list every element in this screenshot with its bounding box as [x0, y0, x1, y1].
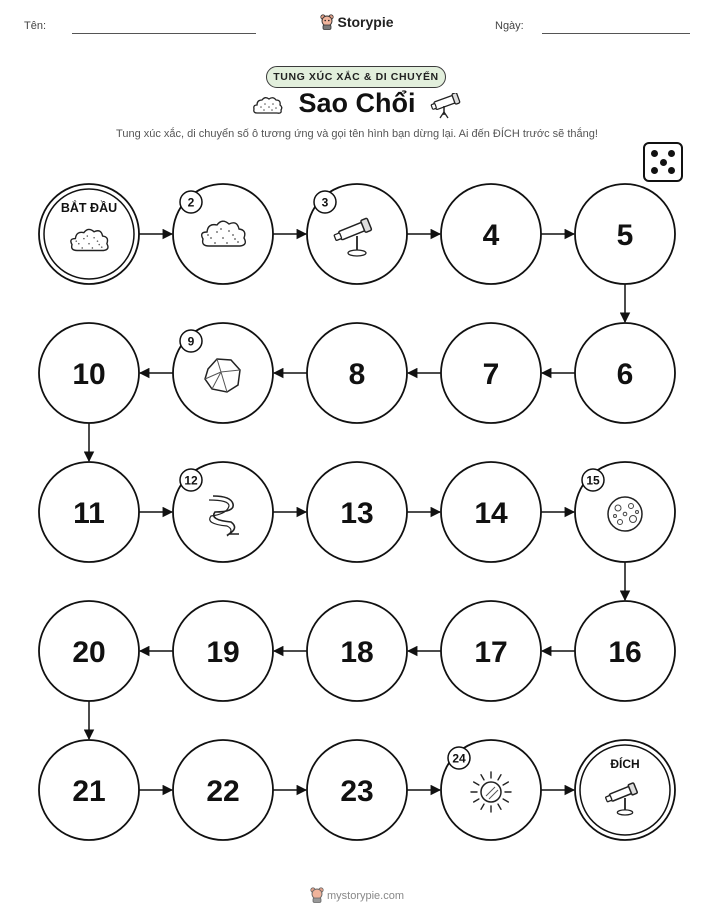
space-number: 6: [616, 358, 634, 391]
date-label: Ngày:: [495, 20, 524, 32]
space-badge-number: 12: [184, 473, 198, 488]
moon-icon: [608, 497, 642, 531]
board-space-23[interactable]: [307, 740, 407, 840]
board-space-24[interactable]: [441, 740, 541, 840]
board-space-2[interactable]: [173, 184, 273, 284]
space-number: 19: [206, 636, 240, 669]
board-space-4[interactable]: [441, 184, 541, 284]
footer: [0, 887, 714, 906]
space-badge-number: 9: [187, 334, 195, 349]
board-space-6[interactable]: [575, 323, 675, 423]
space-number: 11: [73, 497, 105, 530]
board-space-22[interactable]: [173, 740, 273, 840]
game-type-pill: TUNG XÚC XẮC & DI CHUYỂN: [266, 66, 446, 88]
board-space-8[interactable]: [307, 323, 407, 423]
board-space-15[interactable]: [575, 462, 675, 562]
name-label: Tên:: [24, 20, 47, 32]
bear-mascot-icon: [310, 887, 324, 906]
board-space-9[interactable]: [173, 323, 273, 423]
space-number: 13: [340, 497, 374, 530]
finish-space[interactable]: [575, 740, 675, 840]
space-number: 14: [474, 497, 508, 530]
space-number: 10: [72, 358, 106, 391]
brand-name: Storypie: [337, 14, 394, 30]
board-space-3[interactable]: [307, 184, 407, 284]
footer-site: mystorypie.com: [326, 890, 405, 902]
board-space-7[interactable]: [441, 323, 541, 423]
board-space-14[interactable]: [441, 462, 541, 562]
space-badge-number: 2: [187, 195, 195, 210]
space-number: 18: [340, 636, 374, 669]
page-title: Sao Chổi: [298, 88, 416, 118]
board-space-13[interactable]: [307, 462, 407, 562]
board-space-11[interactable]: [39, 462, 139, 562]
instructions: Tung xúc xắc, di chuyển số ô tương ứng và gọi tên hình bạn dừng lại. Ai đến ĐÍCH trước sẽ thắng!: [116, 128, 598, 140]
board-space-21[interactable]: [39, 740, 139, 840]
space-number: 4: [482, 219, 500, 252]
space-badge-number: 15: [586, 473, 600, 488]
space-badge-number: 3: [321, 195, 329, 210]
space-number: 16: [608, 636, 642, 669]
space-number: 7: [482, 358, 500, 391]
space-number: 23: [340, 775, 374, 808]
space-badge-number: 24: [452, 751, 466, 766]
board-space-19[interactable]: [173, 601, 273, 701]
board-space-17[interactable]: [441, 601, 541, 701]
finish-label: ĐÍCH: [610, 757, 640, 771]
space-number: 5: [616, 219, 634, 252]
space-number: 22: [206, 775, 240, 808]
board-space-10[interactable]: [39, 323, 139, 423]
board-space-18[interactable]: [307, 601, 407, 701]
board-space-20[interactable]: [39, 601, 139, 701]
board-space-16[interactable]: [575, 601, 675, 701]
space-number: 8: [348, 358, 366, 391]
board-space-5[interactable]: [575, 184, 675, 284]
space-number: 20: [72, 636, 106, 669]
space-number: 17: [474, 636, 508, 669]
start-label: BẮT ĐẦU: [60, 201, 118, 215]
space-number: 21: [72, 775, 106, 808]
start-space[interactable]: [39, 184, 139, 284]
board-space-12[interactable]: [173, 462, 273, 562]
